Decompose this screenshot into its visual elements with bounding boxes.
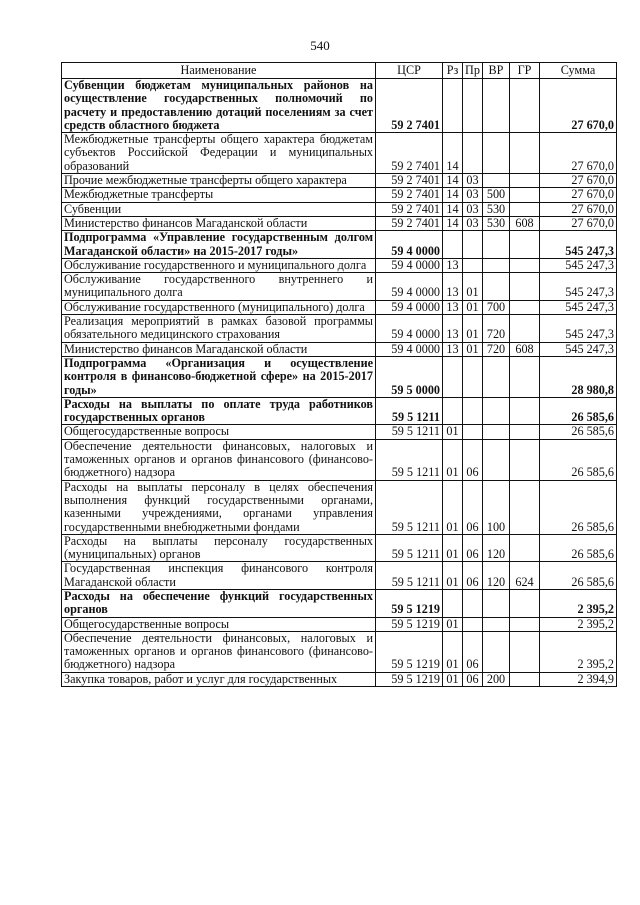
cell-gr bbox=[510, 273, 540, 301]
cell-vr bbox=[483, 617, 510, 631]
cell-gr bbox=[510, 631, 540, 672]
cell-rz bbox=[443, 397, 463, 425]
table-row bbox=[62, 589, 617, 617]
cell-sum: 26 585,6 bbox=[540, 562, 617, 590]
table-row bbox=[62, 562, 617, 590]
table-row bbox=[62, 79, 617, 133]
cell-pr bbox=[463, 133, 483, 174]
cell-gr bbox=[510, 534, 540, 562]
cell-sum: 27 670,0 bbox=[540, 79, 617, 133]
cell-rz: 01 bbox=[443, 562, 463, 590]
cell-rz bbox=[443, 231, 463, 259]
cell-csr: 59 4 0000 bbox=[376, 258, 443, 272]
page-number: 540 bbox=[310, 38, 330, 53]
cell-sum: 26 585,6 bbox=[540, 397, 617, 425]
cell-name: Общегосударственные вопросы bbox=[62, 425, 376, 439]
cell-rz: 14 bbox=[443, 133, 463, 174]
cell-pr bbox=[463, 258, 483, 272]
cell-rz: 01 bbox=[443, 480, 463, 534]
table-row bbox=[62, 188, 617, 202]
table-row bbox=[62, 425, 617, 439]
cell-vr: 200 bbox=[483, 672, 510, 686]
budget-table bbox=[61, 62, 617, 687]
cell-csr: 59 5 1211 bbox=[376, 480, 443, 534]
cell-rz bbox=[443, 79, 463, 133]
table-row bbox=[62, 342, 617, 356]
cell-name: Реализация мероприятий в рамках базовой программы обязательного медицинского страхования bbox=[62, 315, 376, 343]
table-row bbox=[62, 672, 617, 686]
table-body bbox=[62, 79, 617, 687]
cell-name: Обслуживание государственного и муниципального долга bbox=[62, 258, 376, 272]
cell-sum: 26 585,6 bbox=[540, 425, 617, 439]
cell-sum: 26 585,6 bbox=[540, 480, 617, 534]
cell-sum: 2 395,2 bbox=[540, 617, 617, 631]
cell-gr bbox=[510, 133, 540, 174]
table-row bbox=[62, 534, 617, 562]
cell-rz bbox=[443, 589, 463, 617]
table-header bbox=[62, 63, 617, 79]
cell-sum: 26 585,6 bbox=[540, 534, 617, 562]
cell-rz: 01 bbox=[443, 672, 463, 686]
cell-rz: 13 bbox=[443, 300, 463, 314]
cell-csr: 59 5 1211 bbox=[376, 397, 443, 425]
cell-rz: 01 bbox=[443, 631, 463, 672]
cell-gr bbox=[510, 589, 540, 617]
table-row bbox=[62, 480, 617, 534]
cell-gr bbox=[510, 202, 540, 216]
cell-vr: 530 bbox=[483, 202, 510, 216]
cell-vr bbox=[483, 631, 510, 672]
cell-pr bbox=[463, 356, 483, 397]
cell-pr: 03 bbox=[463, 202, 483, 216]
cell-vr bbox=[483, 174, 510, 188]
cell-pr: 06 bbox=[463, 672, 483, 686]
cell-name: Общегосударственные вопросы bbox=[62, 617, 376, 631]
table-row bbox=[62, 300, 617, 314]
table-row bbox=[62, 356, 617, 397]
cell-gr bbox=[510, 231, 540, 259]
cell-name: Расходы на выплаты персоналу в целях обеспечения выполнения функций государственными органами, казенными учреждениями, органами управления государственными внебюджетными фондами bbox=[62, 480, 376, 534]
cell-pr: 06 bbox=[463, 562, 483, 590]
cell-sum: 545 247,3 bbox=[540, 258, 617, 272]
cell-name: Министерство финансов Магаданской области bbox=[62, 216, 376, 230]
cell-name: Расходы на выплаты персоналу государственных (муниципальных) органов bbox=[62, 534, 376, 562]
cell-sum: 27 670,0 bbox=[540, 216, 617, 230]
cell-name: Обслуживание государственного (муниципального) долга bbox=[62, 300, 376, 314]
cell-csr: 59 4 0000 bbox=[376, 273, 443, 301]
cell-csr: 59 4 0000 bbox=[376, 300, 443, 314]
cell-vr bbox=[483, 258, 510, 272]
cell-vr bbox=[483, 397, 510, 425]
table-row bbox=[62, 273, 617, 301]
cell-name: Обслуживание государственного внутреннего и муниципального долга bbox=[62, 273, 376, 301]
cell-gr bbox=[510, 79, 540, 133]
cell-csr: 59 5 1219 bbox=[376, 672, 443, 686]
cell-name: Межбюджетные трансферты общего характера бюджетам субъектов Российской Федерации и муниципальных образований bbox=[62, 133, 376, 174]
cell-csr: 59 2 7401 bbox=[376, 174, 443, 188]
cell-vr bbox=[483, 356, 510, 397]
cell-csr: 59 4 0000 bbox=[376, 342, 443, 356]
table-row bbox=[62, 631, 617, 672]
cell-csr: 59 2 7401 bbox=[376, 216, 443, 230]
cell-csr: 59 5 1211 bbox=[376, 534, 443, 562]
cell-sum: 545 247,3 bbox=[540, 342, 617, 356]
cell-sum: 545 247,3 bbox=[540, 231, 617, 259]
cell-vr bbox=[483, 79, 510, 133]
cell-vr: 720 bbox=[483, 315, 510, 343]
cell-rz: 14 bbox=[443, 202, 463, 216]
cell-vr bbox=[483, 425, 510, 439]
table-row bbox=[62, 216, 617, 230]
header-name: Наименование bbox=[62, 63, 376, 79]
header-row bbox=[62, 63, 617, 79]
table-row bbox=[62, 617, 617, 631]
cell-pr: 01 bbox=[463, 273, 483, 301]
cell-pr: 01 bbox=[463, 342, 483, 356]
cell-csr: 59 5 1211 bbox=[376, 439, 443, 480]
cell-rz: 14 bbox=[443, 174, 463, 188]
cell-gr: 608 bbox=[510, 216, 540, 230]
cell-sum: 545 247,3 bbox=[540, 300, 617, 314]
cell-rz bbox=[443, 356, 463, 397]
cell-rz: 01 bbox=[443, 534, 463, 562]
table-row bbox=[62, 258, 617, 272]
cell-pr bbox=[463, 617, 483, 631]
table-row bbox=[62, 439, 617, 480]
cell-rz: 14 bbox=[443, 216, 463, 230]
cell-name: Субвенции bbox=[62, 202, 376, 216]
cell-vr bbox=[483, 439, 510, 480]
cell-sum: 2 394,9 bbox=[540, 672, 617, 686]
cell-gr bbox=[510, 672, 540, 686]
table-row bbox=[62, 133, 617, 174]
cell-pr: 03 bbox=[463, 174, 483, 188]
cell-pr: 06 bbox=[463, 631, 483, 672]
cell-vr: 720 bbox=[483, 342, 510, 356]
cell-name: Обеспечение деятельности финансовых, налоговых и таможенных органов и органов финансового (финансово-бюджетного) надзора bbox=[62, 631, 376, 672]
cell-pr: 06 bbox=[463, 439, 483, 480]
cell-rz: 13 bbox=[443, 258, 463, 272]
cell-sum: 2 395,2 bbox=[540, 631, 617, 672]
cell-vr bbox=[483, 231, 510, 259]
table-row bbox=[62, 174, 617, 188]
cell-pr bbox=[463, 425, 483, 439]
cell-vr bbox=[483, 273, 510, 301]
cell-sum: 28 980,8 bbox=[540, 356, 617, 397]
cell-vr bbox=[483, 133, 510, 174]
cell-gr bbox=[510, 397, 540, 425]
cell-name: Межбюджетные трансферты bbox=[62, 188, 376, 202]
cell-sum: 2 395,2 bbox=[540, 589, 617, 617]
cell-csr: 59 2 7401 bbox=[376, 79, 443, 133]
cell-gr bbox=[510, 300, 540, 314]
cell-name: Расходы на обеспечение функций государственных органов bbox=[62, 589, 376, 617]
cell-rz: 13 bbox=[443, 315, 463, 343]
cell-csr: 59 2 7401 bbox=[376, 202, 443, 216]
table-row bbox=[62, 231, 617, 259]
cell-pr bbox=[463, 79, 483, 133]
cell-sum: 545 247,3 bbox=[540, 315, 617, 343]
cell-rz: 01 bbox=[443, 617, 463, 631]
cell-vr: 530 bbox=[483, 216, 510, 230]
cell-rz: 14 bbox=[443, 188, 463, 202]
cell-pr bbox=[463, 231, 483, 259]
cell-pr: 06 bbox=[463, 480, 483, 534]
cell-vr: 120 bbox=[483, 534, 510, 562]
cell-sum: 27 670,0 bbox=[540, 188, 617, 202]
cell-pr: 03 bbox=[463, 188, 483, 202]
header-pr: Пр bbox=[463, 63, 483, 79]
cell-gr bbox=[510, 356, 540, 397]
cell-gr: 624 bbox=[510, 562, 540, 590]
cell-csr: 59 5 1211 bbox=[376, 562, 443, 590]
cell-name: Подпрограмма «Управление государственным долгом Магаданской области» на 2015-2017 годы» bbox=[62, 231, 376, 259]
cell-csr: 59 5 1211 bbox=[376, 425, 443, 439]
cell-gr bbox=[510, 188, 540, 202]
cell-csr: 59 5 1219 bbox=[376, 589, 443, 617]
cell-rz: 01 bbox=[443, 425, 463, 439]
cell-sum: 26 585,6 bbox=[540, 439, 617, 480]
table-row bbox=[62, 202, 617, 216]
table-row bbox=[62, 315, 617, 343]
header-csr: ЦСР bbox=[376, 63, 443, 79]
cell-csr: 59 4 0000 bbox=[376, 231, 443, 259]
header-vr: ВР bbox=[483, 63, 510, 79]
cell-csr: 59 2 7401 bbox=[376, 188, 443, 202]
cell-gr bbox=[510, 174, 540, 188]
cell-sum: 27 670,0 bbox=[540, 133, 617, 174]
cell-rz: 13 bbox=[443, 342, 463, 356]
cell-name: Субвенции бюджетам муниципальных районов на осуществление государственных полномочий по расчету и предоставлению дотаций поселениям за счет средств областного бюджета bbox=[62, 79, 376, 133]
cell-pr: 03 bbox=[463, 216, 483, 230]
cell-csr: 59 2 7401 bbox=[376, 133, 443, 174]
cell-gr bbox=[510, 617, 540, 631]
cell-name: Расходы на выплаты по оплате труда работников государственных органов bbox=[62, 397, 376, 425]
cell-rz: 13 bbox=[443, 273, 463, 301]
cell-sum: 27 670,0 bbox=[540, 174, 617, 188]
cell-vr: 500 bbox=[483, 188, 510, 202]
cell-name: Обеспечение деятельности финансовых, налоговых и таможенных органов и органов финансового (финансово-бюджетного) надзора bbox=[62, 439, 376, 480]
cell-csr: 59 5 1219 bbox=[376, 631, 443, 672]
cell-csr: 59 4 0000 bbox=[376, 315, 443, 343]
cell-pr: 06 bbox=[463, 534, 483, 562]
header-sum: Сумма bbox=[540, 63, 617, 79]
cell-pr: 01 bbox=[463, 315, 483, 343]
cell-vr: 700 bbox=[483, 300, 510, 314]
cell-vr bbox=[483, 589, 510, 617]
header-gr: ГР bbox=[510, 63, 540, 79]
cell-gr: 608 bbox=[510, 342, 540, 356]
cell-pr bbox=[463, 397, 483, 425]
cell-pr: 01 bbox=[463, 300, 483, 314]
cell-gr bbox=[510, 425, 540, 439]
cell-name: Прочие межбюджетные трансферты общего характера bbox=[62, 174, 376, 188]
table-row bbox=[62, 397, 617, 425]
cell-sum: 545 247,3 bbox=[540, 273, 617, 301]
cell-csr: 59 5 0000 bbox=[376, 356, 443, 397]
cell-gr bbox=[510, 439, 540, 480]
cell-name: Подпрограмма «Организация и осуществление контроля в финансово-бюджетной сфере» на 2015-2017 годы» bbox=[62, 356, 376, 397]
cell-name: Государственная инспекция финансового контроля Магаданской области bbox=[62, 562, 376, 590]
cell-name: Министерство финансов Магаданской области bbox=[62, 342, 376, 356]
cell-rz: 01 bbox=[443, 439, 463, 480]
cell-csr: 59 5 1219 bbox=[376, 617, 443, 631]
cell-gr bbox=[510, 480, 540, 534]
cell-vr: 100 bbox=[483, 480, 510, 534]
cell-pr bbox=[463, 589, 483, 617]
cell-name: Закупка товаров, работ и услуг для государственных bbox=[62, 672, 376, 686]
cell-vr: 120 bbox=[483, 562, 510, 590]
cell-sum: 27 670,0 bbox=[540, 202, 617, 216]
header-rz: Рз bbox=[443, 63, 463, 79]
cell-gr bbox=[510, 315, 540, 343]
cell-gr bbox=[510, 258, 540, 272]
